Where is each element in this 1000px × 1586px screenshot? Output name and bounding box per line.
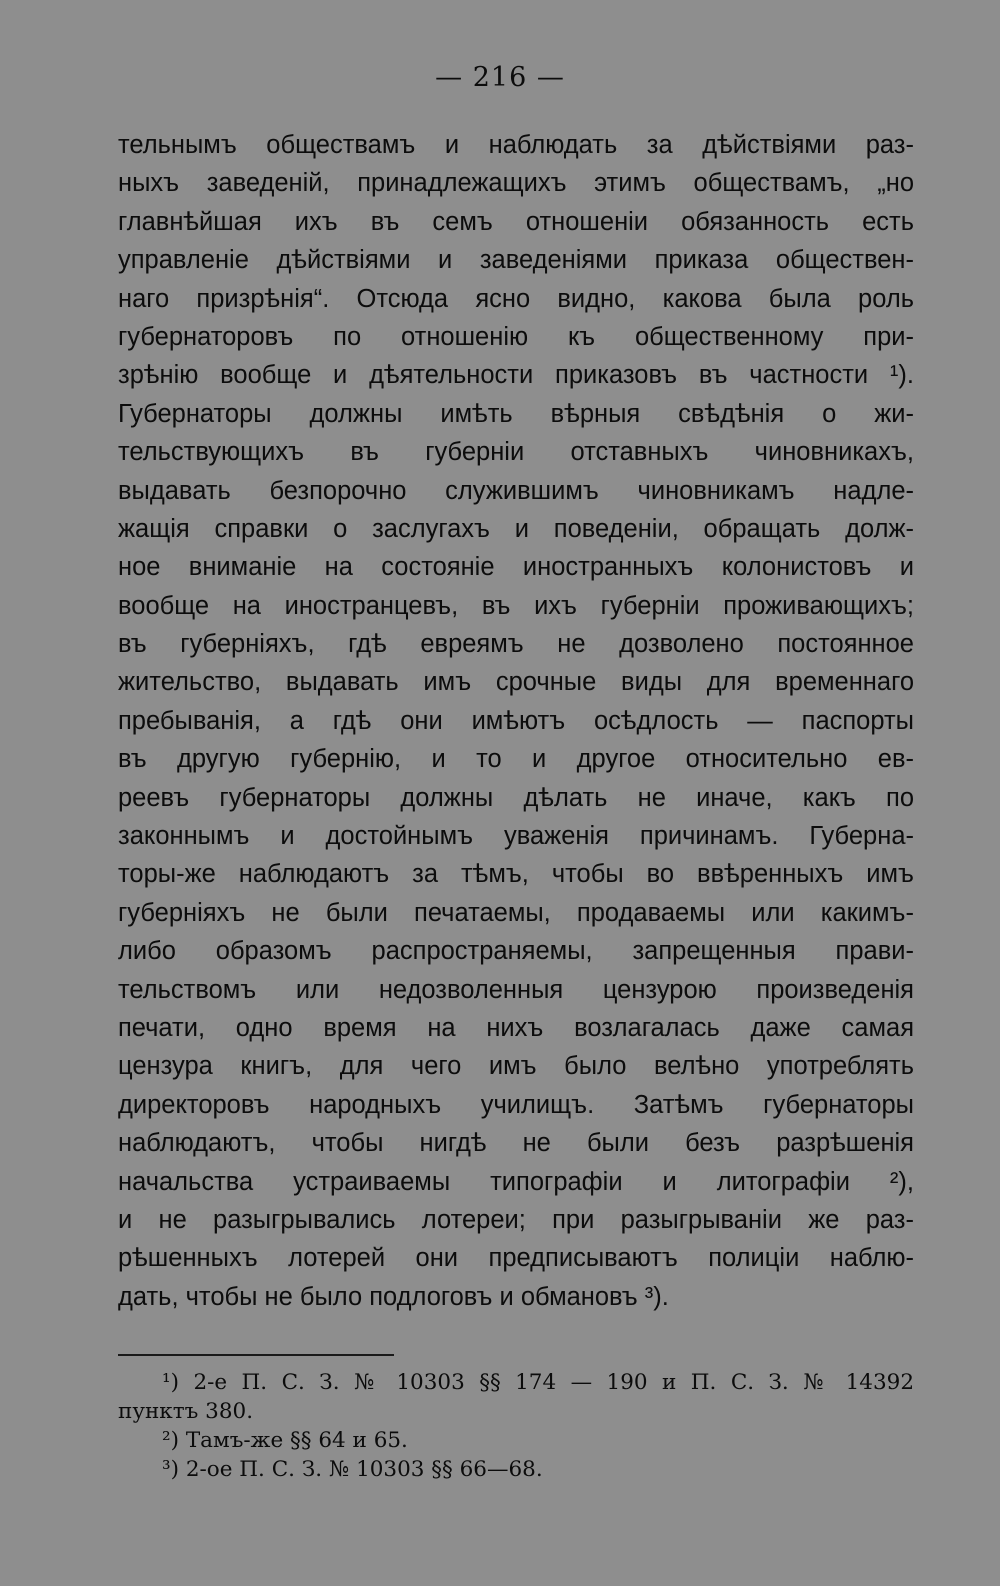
text-line: вообще на иностранцевъ, въ ихъ губерніи проживающихъ; [118, 591, 914, 620]
text-line: дать, чтобы не было подлоговъ и обмановъ ³). [118, 1282, 669, 1311]
footnote-2: ²) Тамъ-же §§ 64 и 65. [162, 1428, 408, 1453]
text-line: жащія справки о заслугахъ и поведеніи, обращать долж- [118, 514, 914, 543]
text-line: рѣшенныхъ лотерей они предписываютъ полиціи наблю- [118, 1244, 914, 1273]
text-line: губернаторовъ по отношенію къ общественному при- [118, 322, 914, 351]
footnotes [118, 1368, 914, 1484]
footnote-1: ¹) 2-е П. С. З. № 10303 §§ 174 — 190 и П. С. З. № 14392 [162, 1370, 914, 1395]
text-line: выдавать безпорочно служившимъ чиновникамъ надле- [118, 476, 914, 505]
text-line: реевъ губернаторы должны дѣлать не иначе, какъ по [118, 783, 914, 812]
text-line: ное вниманіе на состояніе иностранныхъ колонистовъ и [118, 553, 914, 582]
text-line: пребыванія, а гдѣ они имѣютъ осѣдлость — паспорты [118, 706, 914, 735]
text-line: тельнымъ обществамъ и наблюдать за дѣйствіями раз- [118, 131, 914, 159]
text-line: либо образомъ распространяемы, запрещенныя прави- [118, 937, 914, 966]
text-line: тельствующихъ въ губерніи отставныхъ чиновникахъ, [118, 438, 914, 467]
text-line: въ другую губернію, и то и другое относительно ев- [118, 745, 914, 774]
footnote-divider [118, 1354, 394, 1356]
footnote-1-continuation: пунктъ 380. [118, 1399, 254, 1424]
text-line: торы-же наблюдаютъ за тѣмъ, чтобы во ввѣренныхъ имъ [118, 860, 914, 889]
text-line: зрѣнію вообще и дѣятельности приказовъ въ частности ¹). [118, 361, 914, 390]
text-line: губерніяхъ не были печатаемы, продаваемы или какимъ- [118, 898, 914, 927]
text-line: управленіе дѣйствіями и заведеніями приказа обществен- [118, 246, 914, 275]
text-line: и не разыгрывались лотереи; при разыгрываніи же раз- [118, 1205, 914, 1234]
text-line: печати, одно время на нихъ возлагалась даже самая [118, 1013, 914, 1042]
text-line: Губернаторы должны имѣть вѣрныя свѣдѣнія о жи- [118, 399, 914, 428]
text-line: въ губерніяхъ, гдѣ евреямъ не дозволено постоянное [118, 630, 914, 659]
text-line: жительство, выдавать имъ срочные виды для временнаго [118, 668, 914, 697]
text-line: наблюдаютъ, чтобы нигдѣ не были безъ разрѣшенія [118, 1129, 914, 1158]
text-line: законнымъ и достойнымъ уваженія причинамъ. Губерна- [118, 822, 914, 851]
footnote-3: ³) 2-ое П. С. З. № 10303 §§ 66—68. [162, 1457, 543, 1482]
text-line: цензура книгъ, для чего имъ было велѣно употреблять [118, 1052, 914, 1081]
text-line: директоровъ народныхъ училищъ. Затѣмъ губернаторы [118, 1090, 914, 1119]
page-number: — 216 — [435, 62, 565, 93]
text-line: ныхъ заведеній, принадлежащихъ этимъ обществамъ, „но [118, 169, 914, 198]
text-line: тельствомъ или недозволенныя цензурою произведенія [118, 975, 914, 1004]
text-line: наго призрѣнія“. Отсюда ясно видно, какова была роль [118, 284, 914, 313]
text-line: главнѣйшая ихъ въ семъ отношеніи обязанность есть [118, 207, 914, 236]
text-line: начальства устраиваемы типографіи и литографіи ²), [118, 1167, 914, 1196]
body-text [118, 126, 914, 1316]
